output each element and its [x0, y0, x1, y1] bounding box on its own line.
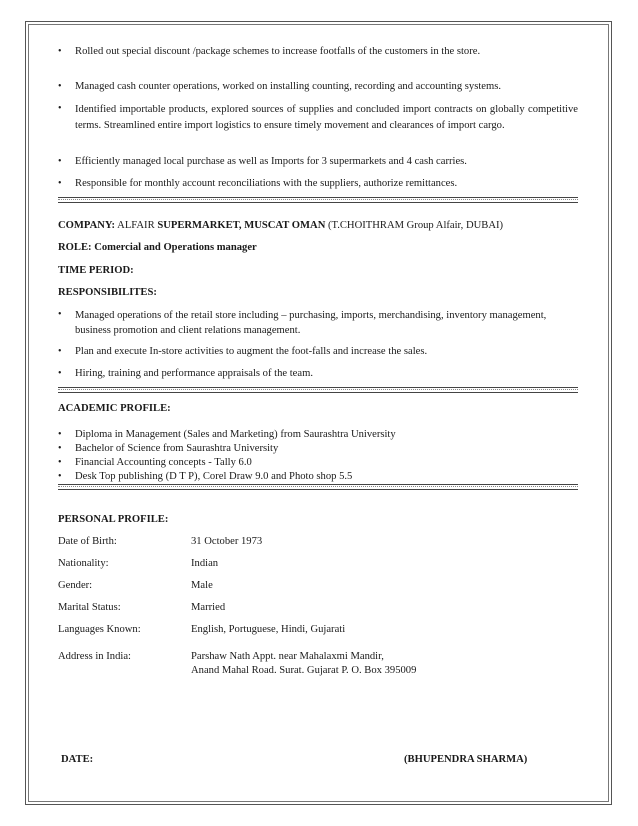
bullet-icon: •	[58, 346, 62, 357]
list-item-text: Hiring, training and performance appraisals of the team.	[75, 368, 313, 379]
list-item-text: Plan and execute In-store activities to augment the foot-falls and increase the sales.	[75, 346, 428, 357]
personal-value: Married	[191, 602, 226, 613]
list-item	[58, 456, 578, 470]
address-line-2: Anand Mahal Road. Surat. Gujarat P. O. Box 395009	[191, 665, 417, 676]
personal-heading: PERSONAL PROFILE:	[58, 514, 169, 525]
personal-label: Marital Status:	[58, 602, 121, 613]
company-line	[58, 219, 578, 233]
bullet-icon: •	[58, 471, 62, 482]
list-item	[58, 308, 578, 338]
section-divider	[58, 484, 578, 490]
list-item-text: Identified importable products, explored sources of supplies and concluded import contracts on globally competitive terms. Streamlined entire import logistics to ensure timely movement and clearances of import cargo.	[75, 104, 578, 131]
bullet-icon: •	[58, 443, 62, 454]
list-item	[58, 345, 578, 359]
list-item	[58, 80, 578, 94]
time-period-line: TIME PERIOD:	[58, 265, 134, 276]
list-item-text: Managed operations of the retail store including – purchasing, imports, merchandising, inventory management, business promotion and client relations management.	[75, 310, 547, 336]
company-name-rest: SUPERMARKET, MUSCAT OMAN	[157, 220, 326, 231]
bullet-icon: •	[58, 103, 62, 114]
bullet-icon: •	[58, 178, 62, 189]
personal-label: Date of Birth:	[58, 536, 117, 547]
signature-name: (BHUPENDRA SHARMA)	[404, 754, 528, 765]
personal-label: Gender:	[58, 580, 93, 591]
company-label: COMPANY:	[58, 220, 116, 231]
list-item-text: Managed cash counter operations, worked on installing counting, recording and accounting systems.	[75, 81, 501, 92]
bullet-icon: •	[58, 429, 62, 440]
list-item	[58, 177, 578, 191]
company-group: (T.CHOITHRAM Group Alfair, DUBAI)	[328, 220, 504, 231]
list-item-text: Bachelor of Science from Saurashtra University	[75, 443, 279, 454]
bullet-icon: •	[58, 368, 62, 379]
list-item-text: Diploma in Management (Sales and Marketing) from Saurashtra University	[75, 429, 396, 440]
list-item	[58, 428, 578, 442]
bullet-icon: •	[58, 81, 62, 92]
address-label: Address in India:	[58, 651, 131, 662]
bullet-icon: •	[58, 156, 62, 167]
personal-label: Languages Known:	[58, 624, 141, 635]
company-name: ALFAIR	[117, 220, 155, 231]
personal-value: 31 October 1973	[191, 536, 263, 547]
list-item	[58, 367, 578, 381]
bullet-icon: •	[58, 457, 62, 468]
personal-value: Indian	[191, 558, 219, 569]
personal-value: English, Portuguese, Hindi, Gujarati	[191, 624, 346, 635]
list-item-text: Rolled out special discount /package schemes to increase footfalls of the customers in the store.	[75, 46, 481, 57]
bullet-icon: •	[58, 309, 62, 320]
responsibilities-heading: RESPONSIBILITES:	[58, 287, 157, 298]
list-item	[58, 102, 578, 133]
list-item	[58, 442, 578, 456]
academic-heading: ACADEMIC PROFILE:	[58, 403, 171, 414]
list-item-text: Responsible for monthly account reconciliations with the suppliers, authorize remittances.	[75, 178, 458, 189]
list-item-text: Financial Accounting concepts - Tally 6.0	[75, 457, 252, 468]
date-label: DATE:	[61, 754, 94, 765]
list-item-text: Efficiently managed local purchase as well as Imports for 3 supermarkets and 4 cash carries.	[75, 156, 467, 167]
list-item	[58, 155, 578, 169]
list-item	[58, 470, 578, 484]
role-line: ROLE: Comercial and Operations manager	[58, 242, 257, 253]
list-item-text: Desk Top publishing (D T P), Corel Draw 9.0 and Photo shop 5.5	[75, 471, 353, 482]
section-divider	[58, 197, 578, 203]
personal-value: Male	[191, 580, 213, 591]
address-line-1: Parshaw Nath Appt. near Mahalaxmi Mandir,	[191, 651, 384, 662]
personal-label: Nationality:	[58, 558, 109, 569]
bullet-icon: •	[58, 46, 62, 57]
list-item	[58, 45, 578, 59]
section-divider	[58, 387, 578, 393]
